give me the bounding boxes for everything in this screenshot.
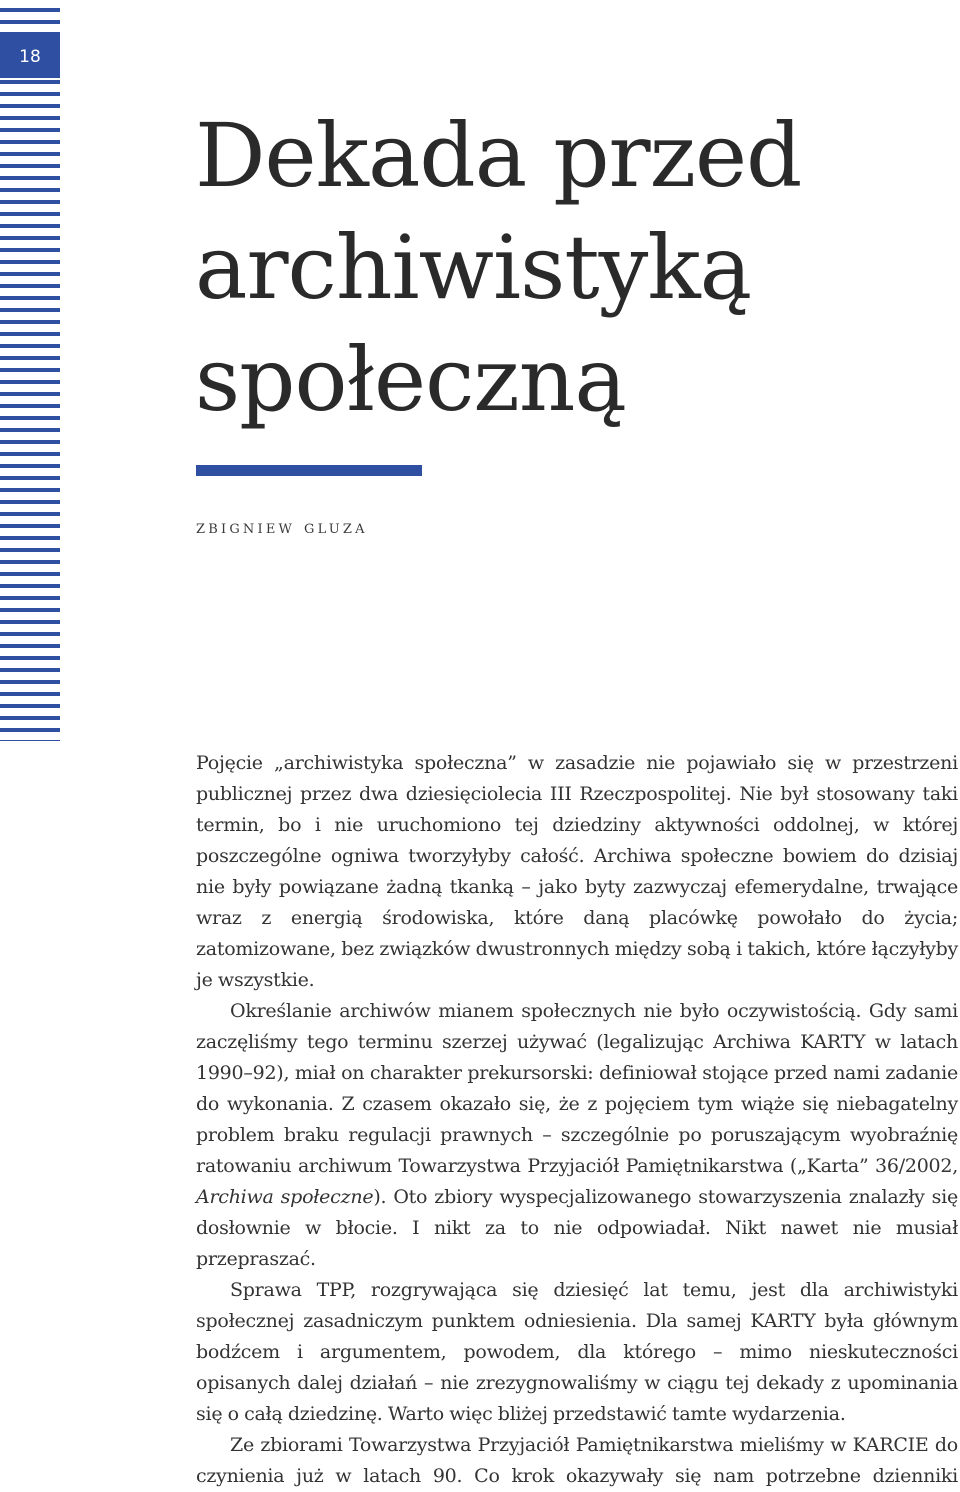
title-line-3: społeczną	[195, 328, 626, 431]
title-line-2: archiwistyką	[195, 216, 752, 319]
article-body	[196, 748, 958, 1492]
paragraph-4: Ze zbiorami Towarzystwa Przyjaciół Pamiętnikarstwa mieliśmy w KARCIE do czynienia już w latach 90. Co krok okazywały się nam potrzebne dzienniki	[196, 1434, 958, 1487]
page-number: 18	[0, 36, 60, 78]
paragraph-1: Pojęcie „archiwistyka społeczna” w zasadzie nie pojawiało się w przestrzeni publicznej przez dwa dziesięciolecia III Rzeczpospolitej. Nie był stosowany taki termin, bo i nie uruchomiono tej dziedziny aktywności oddolnej, w której poszczególne ogniwa tworzyłyby całość. Archiwa społeczne bowiem do dzisiaj nie były powiązane żadną tkanką – jako byty zazwyczaj efemerydalne, trwające wraz z energią środowiska, które daną placówkę powołało do życia; zatomizowane, bez związków dwustronnych między sobą i takich, które łączyłyby je wszystkie.	[196, 752, 958, 991]
paragraph-2-italic-title: Archiwa społeczne	[196, 1186, 374, 1208]
title-underline-rule	[196, 465, 422, 476]
paragraph-3: Sprawa TPP, rozgrywająca się dziesięć lat temu, jest dla archiwistyki społecznej zasadniczym punktem odniesienia. Dla samej KARTY była głównym bodźcem i argumentem, powodem, dla którego – mimo nieskuteczności opisanych dalej działań – nie zrezygnowaliśmy w ciągu tej dekady z upominania się o całą dziedzinę. Warto więc bliżej przedstawić tamte wydarzenia.	[196, 1279, 958, 1425]
paragraph-2-part-b: ). Oto zbiory wyspecjalizowanego stowarzyszenia znalazły się dosłownie w błocie. I nikt za to nie odpowiadał. Nikt nawet nie musiał przepraszać.	[196, 1186, 958, 1270]
decorative-stripe-band	[0, 8, 60, 741]
paragraph-2	[196, 996, 958, 1275]
article-title	[195, 100, 915, 436]
author-name: zbigniew gluza	[196, 517, 368, 538]
title-line-1: Dekada przed	[195, 104, 802, 207]
paragraph-2-part-a: Określanie archiwów mianem społecznych nie było oczywistością. Gdy sami zaczęliśmy tego terminu szerzej używać (legalizując Archiwa KARTY w latach 1990–92), miał on charakter prekursorski: definiował stojące przed nami zadanie do wykonania. Z czasem okazało się, że z pojęciem tym wiąże się niebagatelny problem braku regulacji prawnych – szczególnie po poruszającym wyobraźnię ratowaniu archiwum Towarzystwa Przyjaciół Pamiętnikarstwa („Karta” 36/2002,	[196, 1000, 958, 1177]
